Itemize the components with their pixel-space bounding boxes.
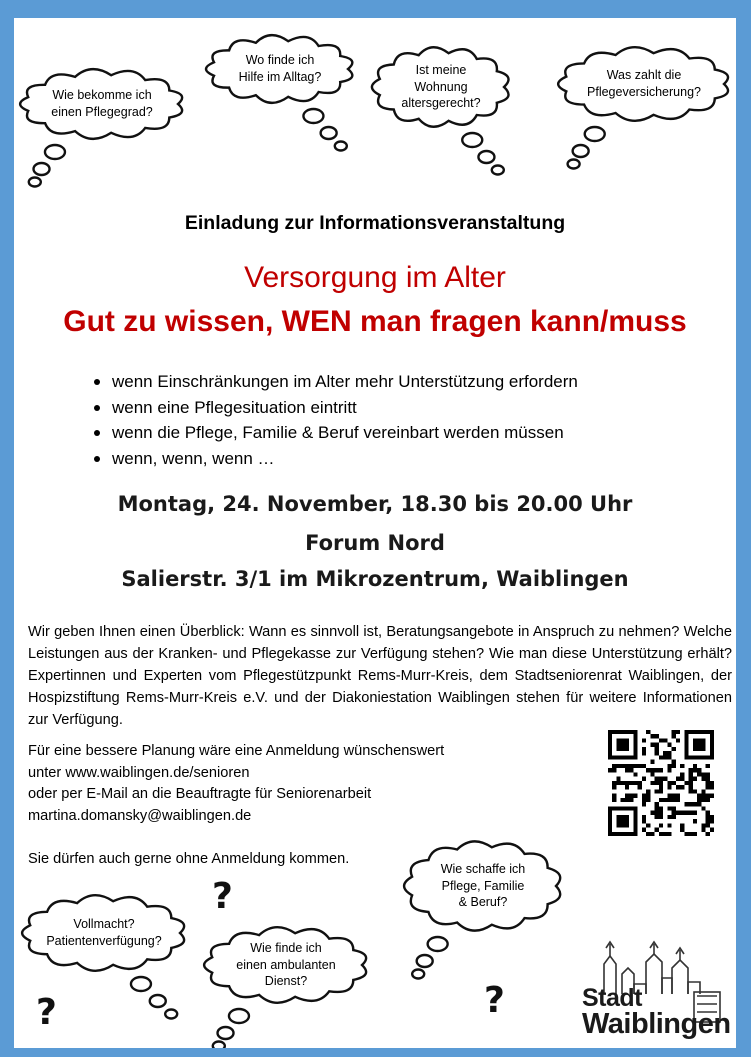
cloud-bubble	[568, 160, 580, 169]
cloud-text: Wie schaffe ich Pflege, Familie & Beruf?	[440, 861, 526, 910]
cloud-bubble	[165, 1010, 177, 1019]
registration-block	[28, 741, 444, 870]
cloud-pflegegrad	[18, 68, 186, 140]
description-paragraph: Wir geben Ihnen einen Überblick: Wann es sinnvoll ist, Beratungsangebote in Anspruch zu nehmen? Welche Leistungen aus der Kranken- und Pflegekasse zur Verfügung stehen? Wie man diese Unterstützung erhält? Expertinnen und Experten vom Pflegestützpunkt Rems-Murr-Kreis, dem Stadtseniorenrat Waiblingen, der Hospizstiftung Rems-Murr-Kreis e.V. und der Diakoniestation Waiblingen stehen für weitere Informationen zur Verfügung.	[28, 624, 732, 728]
cloud-bubble	[573, 145, 589, 157]
cloud-hilfe	[204, 34, 356, 104]
cloud-text: Wie bekomme ich einen Pflegegrad?	[51, 88, 153, 119]
bullet-item	[92, 420, 578, 446]
cloud-bubble	[218, 1027, 234, 1039]
cloud-bubble	[412, 970, 424, 979]
question-mark: ?	[212, 876, 233, 917]
cloud-bubble	[462, 133, 482, 147]
cloud-bubble	[321, 127, 337, 139]
cloud-bubble	[29, 178, 41, 187]
cloud-bubble	[150, 995, 166, 1007]
cloud-bubble	[131, 977, 151, 991]
cloud-bubble	[417, 955, 433, 967]
cloud-bubble	[229, 1009, 249, 1023]
bullet-text: wenn eine Pflegesituation eintritt	[112, 397, 357, 417]
cloud-bubble	[428, 937, 448, 951]
event-subtitle: Versorgung im Alter	[244, 261, 506, 294]
cloud-bubble	[213, 1042, 225, 1049]
event-date: Montag, 24. November, 18.30 bis 20.00 Uhr	[117, 492, 633, 516]
logo-text-stadt: Stadt	[582, 984, 642, 1012]
flyer-page	[14, 18, 736, 1048]
bullet-dot	[94, 379, 100, 385]
qr-code[interactable]	[608, 730, 714, 836]
cloud-bubble	[585, 127, 605, 141]
bullet-dot	[94, 456, 100, 462]
bullet-item	[92, 369, 578, 395]
logo-text-waiblingen: Waiblingen	[582, 1008, 731, 1040]
bullet-text: wenn Einschränkungen im Alter mehr Unterstützung erfordern	[112, 372, 578, 391]
bullet-dot	[94, 430, 100, 436]
cloud-text: Wo finde ich Hilfe im Alltag?	[238, 53, 322, 84]
bullet-text: wenn, wenn, wenn …	[112, 448, 275, 468]
question-mark: ?	[484, 980, 505, 1021]
cloud-pflegeversicherung	[556, 46, 732, 122]
cloud-text: Vollmacht? Patientenverfügung?	[46, 917, 162, 948]
event-address: Salierstr. 3/1 im Mikrozentrum, Waiblingen	[121, 567, 629, 591]
cloud-ambulant	[202, 926, 370, 1004]
invitation-heading: Einladung zur Informationsveranstaltung	[184, 212, 566, 234]
cloud-vollmacht	[20, 894, 188, 972]
cloud-wohnung	[370, 46, 512, 128]
cloud-bubble	[478, 151, 494, 163]
question-mark: ?	[36, 992, 57, 1033]
cloud-text: Wie finde ich einen ambulanten Dienst?	[236, 940, 336, 989]
registration-email[interactable]: martina.domansky@waiblingen.de	[28, 807, 252, 824]
event-venue: Forum Nord	[305, 531, 445, 555]
bullet-item	[92, 395, 578, 421]
registration-line: oder per E-Mail an die Beauftragte für Seniorenarbeit	[28, 786, 372, 802]
registration-url[interactable]: unter www.waiblingen.de/senioren	[28, 764, 250, 781]
cloud-text: Ist meine Wohnung altersgerecht?	[401, 62, 481, 111]
cloud-text: Was zahlt die Pflegeversicherung?	[587, 68, 701, 99]
bullet-item	[92, 446, 578, 472]
registration-note: Sie dürfen auch gerne ohne Anmeldung kommen.	[28, 850, 350, 867]
cloud-bubble	[303, 109, 323, 123]
event-headline: Gut zu wissen, WEN man fragen kann/muss	[63, 305, 687, 338]
cloud-bubble	[492, 166, 504, 175]
bullet-list	[92, 369, 578, 471]
bullet-dot	[94, 405, 100, 411]
bullet-text: wenn die Pflege, Familie & Beruf vereinbart werden müssen	[112, 423, 564, 442]
cloud-bubble	[34, 163, 50, 175]
registration-line: Für eine bessere Planung wäre eine Anmeldung wünschenswert	[28, 743, 445, 759]
cloud-bubble	[45, 145, 65, 159]
cloud-bubble	[335, 142, 347, 151]
